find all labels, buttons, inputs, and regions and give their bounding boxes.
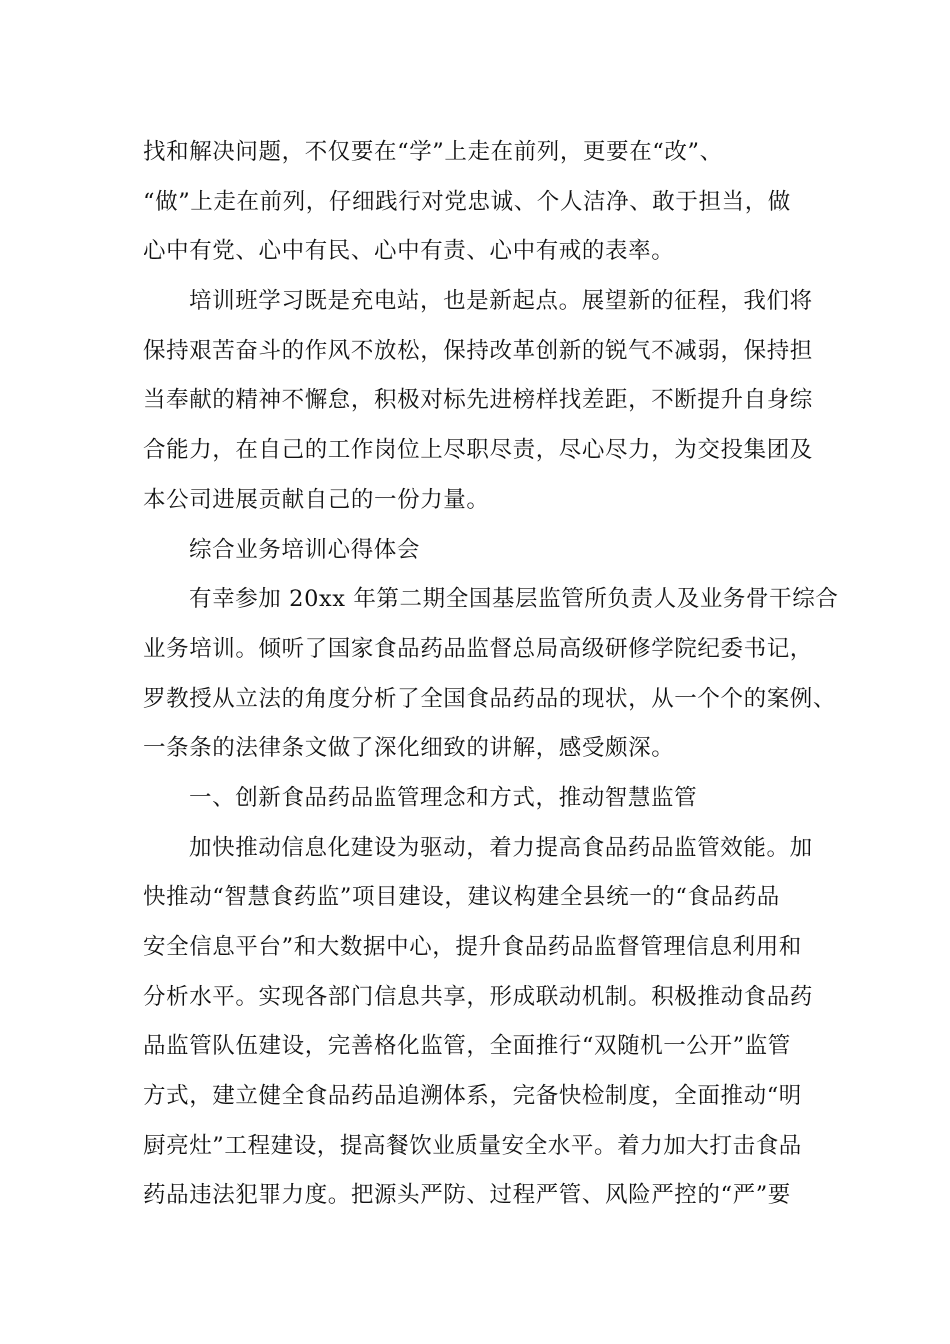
text-line: 找和解决问题，不仅要在“学”上走在前列，更要在“改”、	[143, 139, 723, 165]
section-title: 综合业务培训心得体会	[189, 536, 421, 563]
text-line: 有幸参加 20xx 年第二期全国基层监管所负责人及业务骨干综合	[189, 586, 839, 613]
text-line: 一条条的法律条文做了深化细致的讲解，感受颇深。	[143, 735, 675, 762]
section-heading: 一、创新食品药品监管理念和方式，推动智慧监管	[189, 784, 698, 811]
text-line: 当奉献的精神不懈怠，积极对标先进榜样找差距，不断提升自身综	[143, 387, 813, 414]
text-line: 快推动“智慧食药监”项目建设，建议构建全县统一的“食品药品	[143, 884, 780, 911]
text-line: 药品违法犯罪力度。把源头严防、过程严管、风险严控的“严”要	[143, 1182, 791, 1209]
text-line: 厨亮灶”工程建设，提高餐饮业质量安全水平。着力加大打击食品	[143, 1132, 802, 1159]
text-line: 品监管队伍建设，完善格化监管，全面推行“双随机一公开”监管	[143, 1033, 791, 1060]
text-line: 加快推动信息化建设为驱动，着力提高食品药品监管效能。加	[189, 834, 813, 861]
text-line: 安全信息平台”和大数据中心，提升食品药品监督管理信息利用和	[143, 934, 802, 960]
text-line: 罗教授从立法的角度分析了全国食品药品的现状，从一个个的案例、	[143, 685, 837, 712]
text-line: 培训班学习既是充电站，也是新起点。展望新的征程，我们将	[189, 288, 813, 315]
document-page	[143, 128, 839, 1221]
text-line: “做”上走在前列，仔细践行对党忠诚、个人洁净、敢于担当，做	[143, 188, 791, 215]
text-line: 业务培训。倾听了国家食品药品监督总局高级研修学院纪委书记，	[143, 635, 813, 662]
text-line: 保持艰苦奋斗的作风不放松，保持改革创新的锐气不减弱，保持担	[143, 337, 813, 364]
text-line: 分析水平。实现各部门信息共享，形成联动机制。积极推动食品药	[143, 983, 813, 1010]
text-line: 心中有党、心中有民、心中有责、心中有戒的表率。	[143, 238, 675, 265]
text-line: 合能力，在自己的工作岗位上尽职尽责，尽心尽力，为交投集团及	[143, 437, 813, 464]
text-line: 本公司进展贡献自己的一份力量。	[143, 486, 490, 513]
text-line: 方式，建立健全食品药品追溯体系，完备快检制度，全面推动“明	[143, 1083, 802, 1110]
